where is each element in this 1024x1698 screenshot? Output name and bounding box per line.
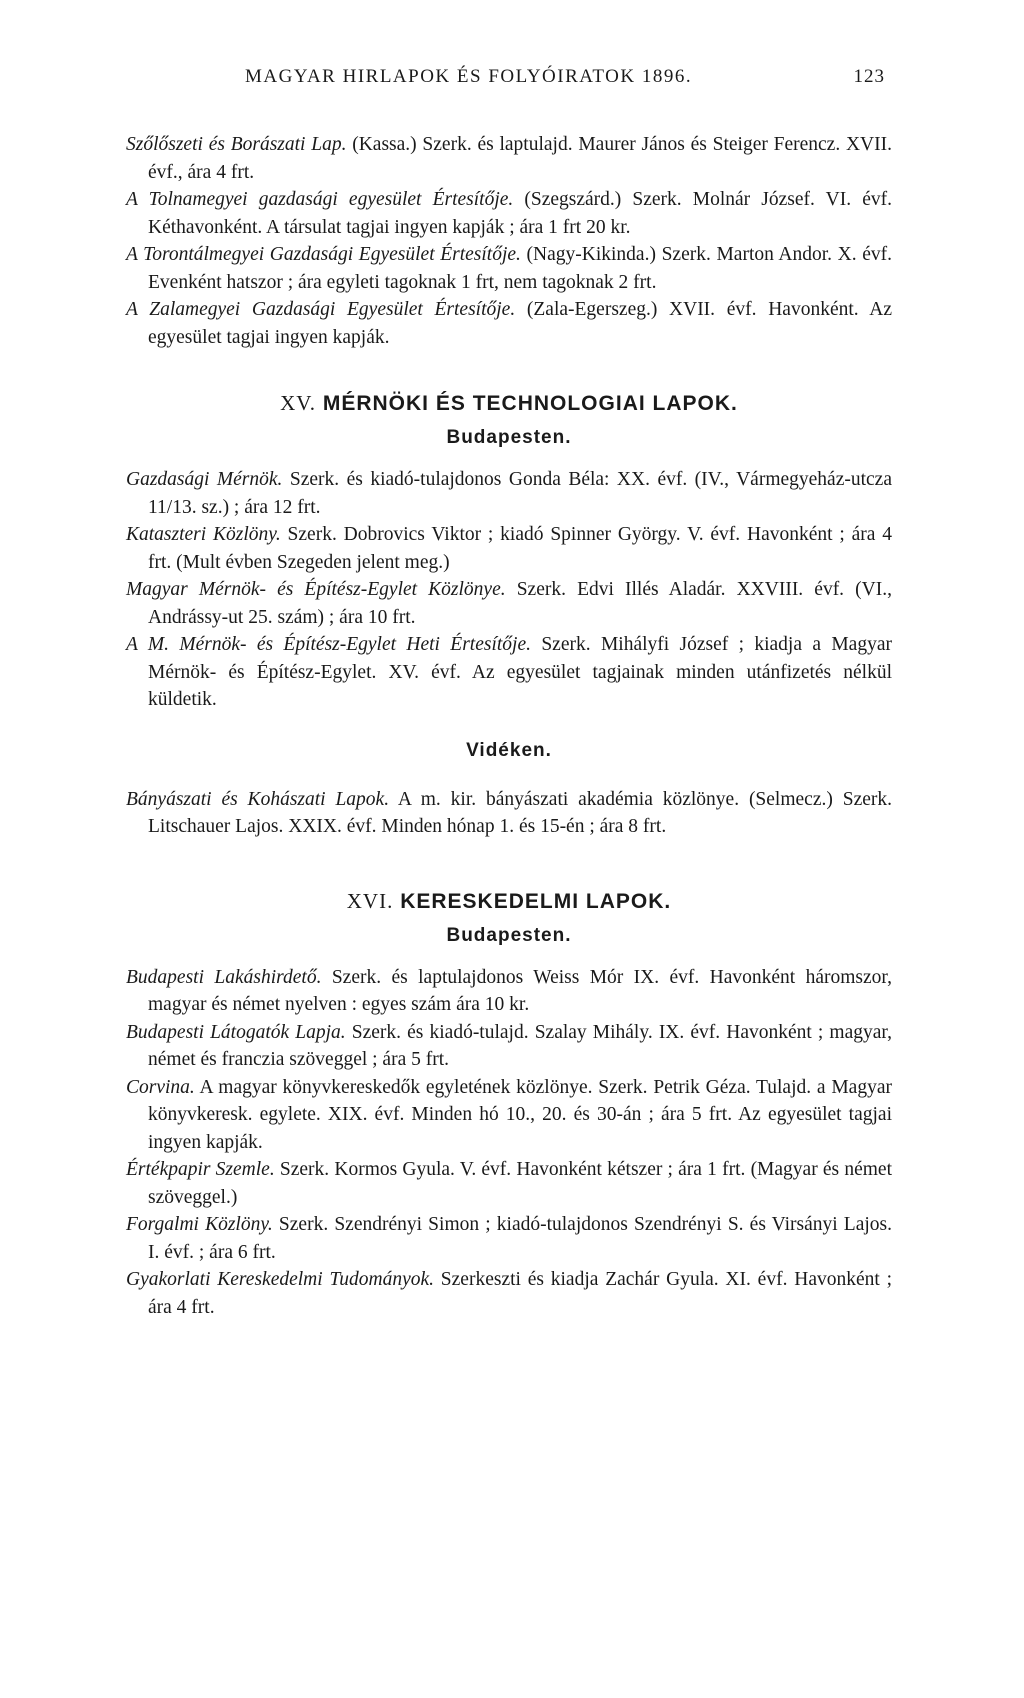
entry-title: Gazdasági Mérnök. <box>126 469 283 490</box>
list-item <box>126 964 892 1019</box>
list-item <box>126 1211 892 1266</box>
entry-text: Szerk. és laptulajdonos Weiss Mór IX. évf. Havonként háromszor, magyar és német nyelven : egyes szám ára 10 kr. <box>148 966 893 1015</box>
list-item <box>126 521 892 576</box>
entry-title: Magyar Mérnök- és Építész-Egylet Közlönye. <box>126 579 506 600</box>
entry-title: Forgalmi Közlöny. <box>126 1214 273 1235</box>
entry-text: A m. kir. bányászati akadémia közlönye. (Selmecz.) Szerk. Litschauer Lajos. XXIX. évf. Minden hónap 1. és 15-én ; ára 8 frt. <box>148 788 892 837</box>
subheading-budapest: Budapesten. <box>446 427 572 448</box>
list-item <box>126 576 892 631</box>
header-title: MAGYAR HIRLAPOK ÉS FOLYÓIRATOK 1896. <box>245 66 693 87</box>
entry-title: A Torontálmegyei Gazdasági Egyesület Értesítője. <box>126 244 521 265</box>
subheading-budapest: Budapesten. <box>446 924 572 946</box>
list-item <box>126 631 892 714</box>
list-item <box>126 186 892 241</box>
list-item <box>126 1266 892 1321</box>
list-item <box>126 466 892 521</box>
subheading-videken: Vidéken. <box>466 739 552 761</box>
entry-text: (Kassa.) Szerk. és laptulajd. Maurer János és Steiger Ferencz. XVII. évf., ára 4 frt. <box>148 134 892 183</box>
entry-text: (Zala-Egerszeg.) XVII. évf. Havonként. Az egyesület tagjai ingyen kapják. <box>148 299 892 348</box>
entry-title: Gyakorlati Kereskedelmi Tudományok. <box>126 1269 435 1290</box>
running-header <box>245 66 885 88</box>
list-item <box>126 1156 892 1211</box>
entry-text: Szerkeszti és kiadja Zachár Gyula. XI. évf. Havonként ; ára 4 frt. <box>148 1269 892 1318</box>
section-title: MÉRNÖKI ÉS TECHNOLOGIAI LAPOK. <box>322 392 738 415</box>
entry-title: Értékpapir Szemle. <box>126 1159 275 1180</box>
list-item <box>126 296 892 351</box>
entry-text: A magyar könyvkereskedők egyletének közlönye. Szerk. Petrik Géza. Tulajd. a Magyar könyvkeresk. egylete. XIX. évf. Minden hó 10., 20. és 30-án ; ára 5 frt. Az egyesület tagjai ingyen kapják. <box>148 1076 892 1153</box>
entry-text: Szerk. Szendrényi Simon ; kiadó-tulajdonos Szendrényi S. és Virsányi Lajos. I. évf. ; ára 6 frt. <box>148 1214 892 1263</box>
entry-text: Szerk. és kiadó-tulajd. Szalay Mihály. IX. évf. Havonként ; magyar, német és franczia szöveggel ; ára 5 frt. <box>148 1021 892 1070</box>
entry-title: A Tolnamegyei gazdasági egyesület Értesítője. <box>126 189 514 210</box>
entry-text: Szerk. Mihályfi József ; kiadja a Magyar Mérnök- és Építész-Egylet. XV. évf. Az egyesület tagjainak minden utánfizetés nélkül küldetik. <box>148 634 892 710</box>
top-entries <box>126 131 892 351</box>
section-xvi-heading <box>126 889 892 914</box>
section-xv-budapest-entries <box>126 466 892 714</box>
section-number: XV. <box>280 391 316 415</box>
list-item <box>126 1019 892 1074</box>
entry-title: A Zalamegyei Gazdasági Egyesület Értesítője. <box>126 299 516 320</box>
page-number: 123 <box>853 66 885 87</box>
section-number: XVI. <box>346 888 394 913</box>
list-item <box>126 131 892 186</box>
entry-text: (Nagy-Kikinda.) Szerk. Marton Andor. X. évf. Evenként hatszor ; ára egyleti tagoknak 1 frt, nem tagoknak 2 frt. <box>148 244 892 293</box>
entry-text: (Szegszárd.) Szerk. Molnár József. VI. évf. Kéthavonként. A társulat tagjai ingyen kapják ; ára 1 frt 20 kr. <box>148 189 892 238</box>
entry-title: Kataszteri Közlöny. <box>126 524 281 545</box>
entry-title: A M. Mérnök- és Építész-Egylet Heti Értesítője. <box>126 634 531 655</box>
section-xvi-budapest-entries <box>126 964 892 1322</box>
entry-text: Szerk. Dobrovics Viktor ; kiadó Spinner György. V. évf. Havonként ; ára 4 frt. (Mult évben Szegeden jelent meg.) <box>148 524 893 573</box>
page-content <box>126 131 892 1321</box>
entry-title: Szőlőszeti és Borászati Lap. <box>126 134 347 155</box>
list-item <box>126 786 892 841</box>
entry-text: Szerk. Edvi Illés Aladár. XXVIII. évf. (VI., Andrássy-ut 25. szám) ; ára 10 frt. <box>148 579 892 628</box>
entry-text: Szerk. és kiadó-tulajdonos Gonda Béla: XX. évf. (IV., Vármegyeház-utcza 11/13. sz.) ; ára 12 frt. <box>148 469 892 518</box>
entry-text: Szerk. Kormos Gyula. V. évf. Havonként kétszer ; ára 1 frt. (Magyar és német szöveggel.) <box>148 1159 892 1208</box>
list-item <box>126 241 892 296</box>
section-xv-heading <box>126 391 892 416</box>
entry-title: Budapesti Lakáshirdető. <box>126 966 322 988</box>
entry-title: Corvina. <box>126 1076 195 1098</box>
section-title: KERESKEDELMI LAPOK. <box>400 889 672 913</box>
entry-title: Budapesti Látogatók Lapja. <box>126 1021 346 1043</box>
section-xv-videk-entries <box>126 786 892 841</box>
entry-title: Bányászati és Kohászati Lapok. <box>126 788 390 810</box>
list-item <box>126 1074 892 1157</box>
